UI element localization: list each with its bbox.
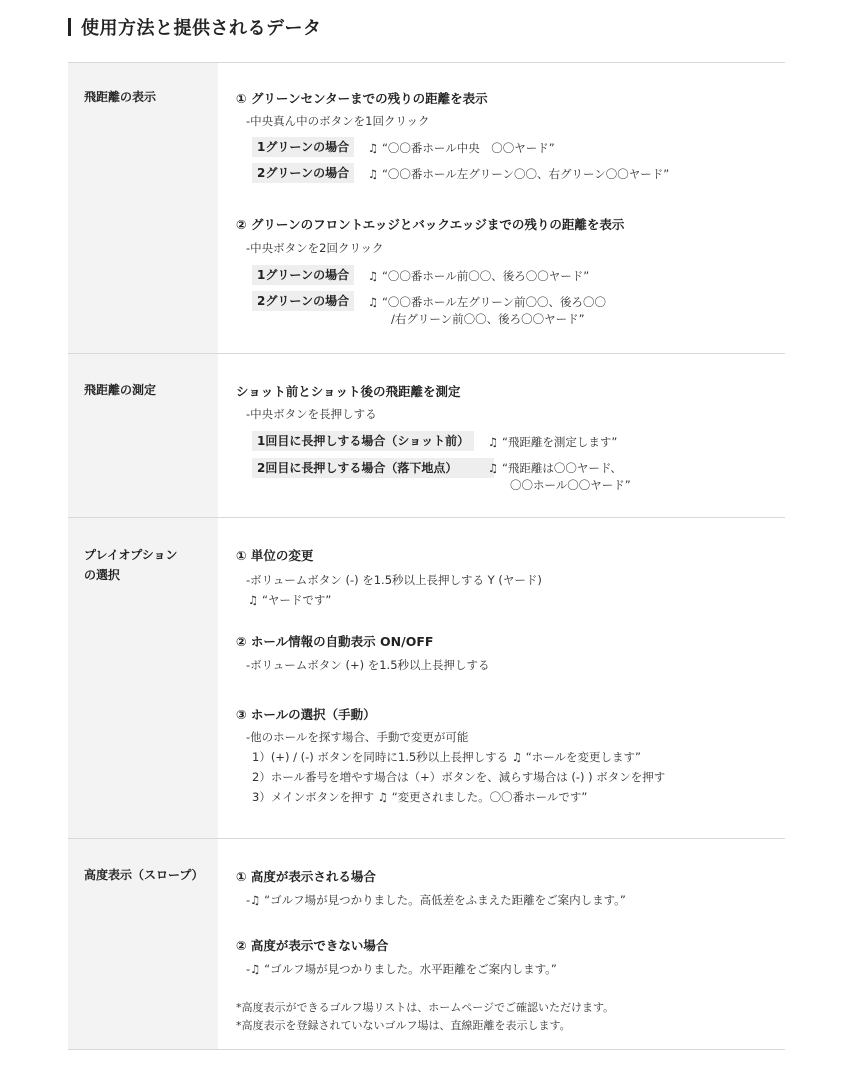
note-text: *高度表示を登録されていないゴルフ場は、直線距離を表示します。 bbox=[236, 1019, 571, 1032]
heading: ② グリーンのフロントエッジとバックエッジまでの残りの距離を表示 bbox=[236, 217, 625, 232]
row-distance bbox=[68, 62, 785, 353]
step-text: -他のホールを探す場合、手動で変更が可能 bbox=[246, 730, 469, 744]
heading: ① 単位の変更 bbox=[236, 548, 314, 563]
step-text: -中央ボタンを長押しする bbox=[246, 407, 377, 421]
row-label-options-a: プレイオプション bbox=[84, 548, 178, 562]
step-text: -ボリュームボタン (-) を1.5秒以上長押しする Y (ヤード) bbox=[246, 573, 542, 587]
step-text: -ボリュームボタン (+) を1.5秒以上長押しする bbox=[246, 658, 490, 672]
heading: ① 高度が表示される場合 bbox=[236, 869, 376, 884]
heading: ③ ホールの選択（手動） bbox=[236, 707, 376, 722]
case-chip: 1グリーンの場合 bbox=[252, 137, 354, 157]
row-slope bbox=[68, 838, 785, 1050]
list-item: 1）(+) / (-) ボタンを同時に1.5秒以上長押しする ♫ “ホールを変更します” bbox=[252, 750, 641, 764]
voice-text: -♫ “ゴルフ場が見つかりました。水平距離をご案内します。” bbox=[246, 962, 557, 976]
heading: ① グリーンセンターまでの残りの距離を表示 bbox=[236, 91, 488, 106]
heading: ショット前とショット後の飛距離を測定 bbox=[236, 384, 461, 399]
voice-text: ♫ “ヤードです” bbox=[248, 593, 332, 607]
row-side bbox=[68, 354, 218, 517]
step-text: -中央真ん中のボタンを1回クリック bbox=[246, 114, 430, 128]
row-label-distance: 飛距離の表示 bbox=[84, 90, 157, 104]
list-item: 3）メインボタンを押す ♫ “変更されました。〇〇番ホールです” bbox=[252, 790, 588, 804]
row-label-slope: 高度表示（スロープ） bbox=[84, 868, 204, 882]
voice-text: -♫ “ゴルフ場が見つかりました。高低差をふまえた距離をご案内します。” bbox=[246, 893, 626, 907]
title-bar bbox=[68, 18, 71, 36]
voice-text: ♫ “〇〇番ホール左グリーン前〇〇、後ろ〇〇 bbox=[368, 295, 606, 309]
voice-text: ♫ “飛距離は〇〇ヤード、 bbox=[488, 461, 622, 475]
row-label-options-b: の選択 bbox=[84, 568, 121, 582]
heading: ② 高度が表示できない場合 bbox=[236, 938, 389, 953]
case-chip: 2回目に長押しする場合（落下地点） bbox=[252, 458, 494, 478]
step-text: -中央ボタンを2回クリック bbox=[246, 241, 384, 255]
case-chip: 2グリーンの場合 bbox=[252, 291, 354, 311]
page-title bbox=[68, 14, 322, 40]
voice-text: 〇〇ホール〇〇ヤード” bbox=[510, 478, 631, 492]
note-text: *高度表示ができるゴルフ場リストは、ホームページでご確認いただけます。 bbox=[236, 1001, 615, 1014]
page-title-text: 使用方法と提供されるデータ bbox=[81, 18, 322, 39]
case-chip: 1回目に長押しする場合（ショット前） bbox=[252, 431, 474, 451]
row-label-measure: 飛距離の測定 bbox=[84, 383, 157, 397]
row-options bbox=[68, 517, 785, 838]
row-measure bbox=[68, 353, 785, 517]
usage-table bbox=[68, 62, 785, 1050]
voice-text: /右グリーン前〇〇、後ろ〇〇ヤード” bbox=[391, 312, 585, 326]
voice-text: ♫ “〇〇番ホール左グリーン〇〇、右グリーン〇〇ヤード” bbox=[368, 167, 670, 181]
voice-text: ♫ “飛距離を測定します” bbox=[488, 435, 618, 449]
voice-text: ♫ “〇〇番ホール前〇〇、後ろ〇〇ヤード” bbox=[368, 269, 590, 283]
heading: ② ホール情報の自動表示 ON/OFF bbox=[236, 634, 434, 649]
voice-text: ♫ “〇〇番ホール中央 〇〇ヤード” bbox=[368, 141, 555, 155]
list-item: 2）ホール番号を増やす場合は（+）ボタンを、減らす場合は (-) ) ボタンを押す bbox=[252, 770, 666, 784]
case-chip: 2グリーンの場合 bbox=[252, 163, 354, 183]
case-chip: 1グリーンの場合 bbox=[252, 265, 354, 285]
